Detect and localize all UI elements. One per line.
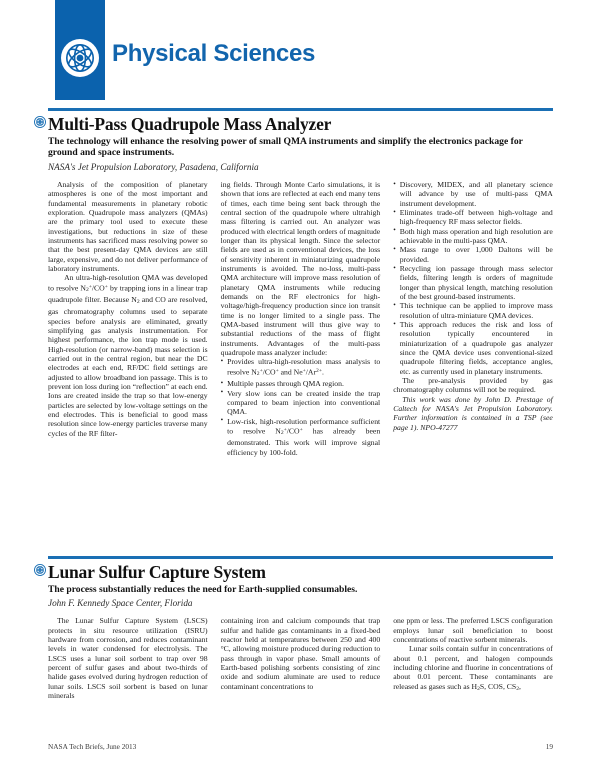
list-item: • Both high mass operation and high resolution are achievable in the multi-pass QMA. — [393, 227, 553, 246]
superscript: 2+ — [316, 367, 322, 374]
article-title: Lunar Sulfur Capture System — [48, 562, 266, 582]
article-lunar-sulfur-capture-system — [48, 556, 553, 701]
list-item: • Provides ultra-high-resolution mass analysis to resolve $N_2^+/CO^+$ and $Ne^+/Ar^{2+}$. — [221, 357, 381, 379]
footer-page-number: 19 — [545, 742, 553, 751]
list-item: • Very slow ions can be created inside the trap compared to beam injection into conventional QMA. — [221, 389, 381, 417]
paragraph: The Lunar Sulfur Capture System (LSCS) protects in situ resource utilization (ISRU) hardware from corrosion, and reduces contaminant levels in water condensed for electrolysis. The LSCS uses a lunar soil sorbent to trap over 98 percent of sulfur gases and about two-thirds of halide gases evolved during hydrogen reduction of lunar soils. LSCS soil sorbent is based on lunar minerals — [48, 616, 208, 701]
subscript: 2 — [85, 286, 89, 293]
article-column — [221, 616, 381, 691]
subscript: 2 — [280, 430, 284, 437]
superscript: + — [259, 367, 263, 374]
article-column — [393, 616, 553, 694]
article-columns — [48, 616, 553, 700]
paragraph: one ppm or less. The preferred LSCS configuration employs lunar soil beneficiation to boost concentrations of reactive sorbent minerals. — [393, 616, 553, 645]
list-item: • This approach reduces the risk and loss of resolution typically encountered in miniaturization of a quadrupole gas analyzer since the QMA device uses conventional-sized quadrupole filtering fields, acceptance angles, etc. as currently used in planetary instruments. — [393, 320, 553, 376]
article-multi-pass-quadrupole-mass-analyzer — [48, 108, 553, 457]
article-column — [393, 180, 553, 432]
atom-icon — [34, 564, 46, 576]
subscript: 2 — [516, 685, 519, 692]
list-item: • Discovery, MIDEX, and all planetary science will advance by use of multi-pass QMA instrument development. — [393, 180, 553, 208]
list-item: • Mass range to over 1,000 Daltons will be provided. — [393, 245, 553, 264]
article-columns — [48, 180, 553, 457]
article-organization: John F. Kennedy Space Center, Florida — [48, 598, 193, 609]
article-subtitle: The process substantially reduces the need for Earth-supplied consumables. — [48, 584, 358, 595]
superscript: + — [283, 426, 287, 433]
list-item: • Eliminates trade-off between high-voltage and high-frequency RF mass selector fields. — [393, 208, 553, 227]
article-column — [221, 180, 381, 457]
superscript: + — [104, 283, 108, 290]
list-item: • Low-risk, high-resolution performance sufficient to resolve $N_2^+/CO^+$ has already been demonstrated. This work will improve signal efficiency by 100-fold. — [221, 417, 381, 458]
article-organization: NASA's Jet Propulsion Laboratory, Pasadena, California — [48, 161, 259, 172]
footer-publication: NASA Tech Briefs, June 2013 — [48, 742, 137, 751]
article-credit: This work was done by John D. Prestage of Caltech for NASA's Jet Propulsion Laboratory. Further information is contained in a TSP (see page 1). NPO-47277 — [393, 394, 553, 432]
section-masthead — [0, 0, 600, 104]
paragraph: An ultra-high-resolution QMA was developed to resolve $N_2^+/CO^+$ by trapping ions in a linear trap quadrupole filter. Because $N_2$ and CO are resolved, gas chromatography columns used to separate species before analysis are eliminated, greatly simplifying gas analysis instrumentation. For highest performance, the ion trap mode is used. High-resolution (or narrow-band) mass selection is carried out in the central region, but near the DC electrodes at each end, RF/DC field settings are adjusted to allow broadband ion passage. This is to prevent ion loss during ion “reflection” at each end. Ions are created inside the trap so that low-energy particles are selected by low-voltage settings on the end electrodes. This is beneficial to good mass resolution since low-energy particles traverse many cycles of the RF filter- — [48, 273, 208, 438]
bullet-list — [393, 180, 553, 376]
superscript: + — [275, 367, 279, 374]
bullet-list — [221, 357, 381, 457]
superscript: + — [302, 367, 306, 374]
article-column — [48, 616, 208, 700]
list-item: • Multiple passes through QMA region. — [221, 379, 381, 388]
paragraph: ing fields. Through Monte Carlo simulations, it is shown that ions are reflected at each end many tens of times, each time being sent back through the central section of the quadrupole where ultrahigh mass filtering is carried out. An analyzer was produced with electrical length orders of magnitude longer than its physical length. Since the selector fields are used as in conventional devices, the loss of sensitivity inherent in miniaturizing quadrupole instruments is avoided. The no-loss, multi-pass QMA architecture will improve mass resolution of planetary QMA instruments while reducing demands on the RF electronics for high-voltage/high-frequency production since ion transit time is no longer limited to a single pass. The QMA-based instrument will thus give way to substantial reductions of the mass of flight instruments. Advantages of the multi-pass quadrupole mass analyzer include: — [220, 179, 381, 357]
article-column — [48, 180, 208, 438]
list-item: • This technique can be applied to improve mass resolution of ultra-miniature QMA devices. — [393, 301, 553, 320]
article-subtitle: The technology will enhance the resolving power of small QMA instruments and simplify the electronics package for ground and space instruments. — [48, 136, 523, 159]
page-footer — [48, 742, 553, 751]
superscript: + — [88, 283, 92, 290]
paragraph: containing iron and calcium compounds that trap sulfur and halide gas contaminants in a fixed-bed reactor held at temperatures between 250 and 400 °C, allowing moisture produced during reduction to pass through in vapor phase. Small amounts of Earth-based polishing sorbents consisting of zinc oxide and sodium aluminate are used to reduce contaminant concentrations to — [220, 616, 381, 691]
paragraph: Lunar soils contain sulfur in concentrations of about 0.1 percent, and halogen compounds including chlorine and fluorine in concentrations of about 0.01 percent. These contaminants are released as gases such as $H_2S$, COS, $CS_2$, — [393, 644, 553, 692]
article-title: Multi-Pass Quadrupole Mass Analyzer — [48, 114, 332, 134]
section-rule — [48, 108, 553, 111]
atom-icon — [34, 116, 46, 128]
paragraph: Analysis of the composition of planetary atmospheres is one of the most important and fundamental measurements in planetary robotic exploration. Quadrupole mass analyzers (QMAs) are the primary tool used to execute these investigations, but reductions in size of these instruments has sacrificed mass resolving power so that the best present-day QMA devices are still large, expensive, and do not deliver performance of laboratory instruments. — [48, 179, 208, 273]
superscript: + — [299, 426, 303, 433]
subscript: 2 — [477, 685, 480, 692]
subscript: 2 — [256, 370, 260, 377]
subscript: 2 — [136, 298, 140, 305]
paragraph: The pre-analysis provided by gas chromatography columns will not be required. — [393, 376, 553, 395]
list-item: • Recycling ion passage through mass selector fields, filtering length is orders of magnitude longer than physical length, matching resolution of the best ground-based instruments. — [393, 264, 553, 301]
atom-icon — [60, 38, 100, 78]
masthead-title: Physical Sciences — [112, 40, 316, 67]
section-rule — [48, 556, 553, 559]
